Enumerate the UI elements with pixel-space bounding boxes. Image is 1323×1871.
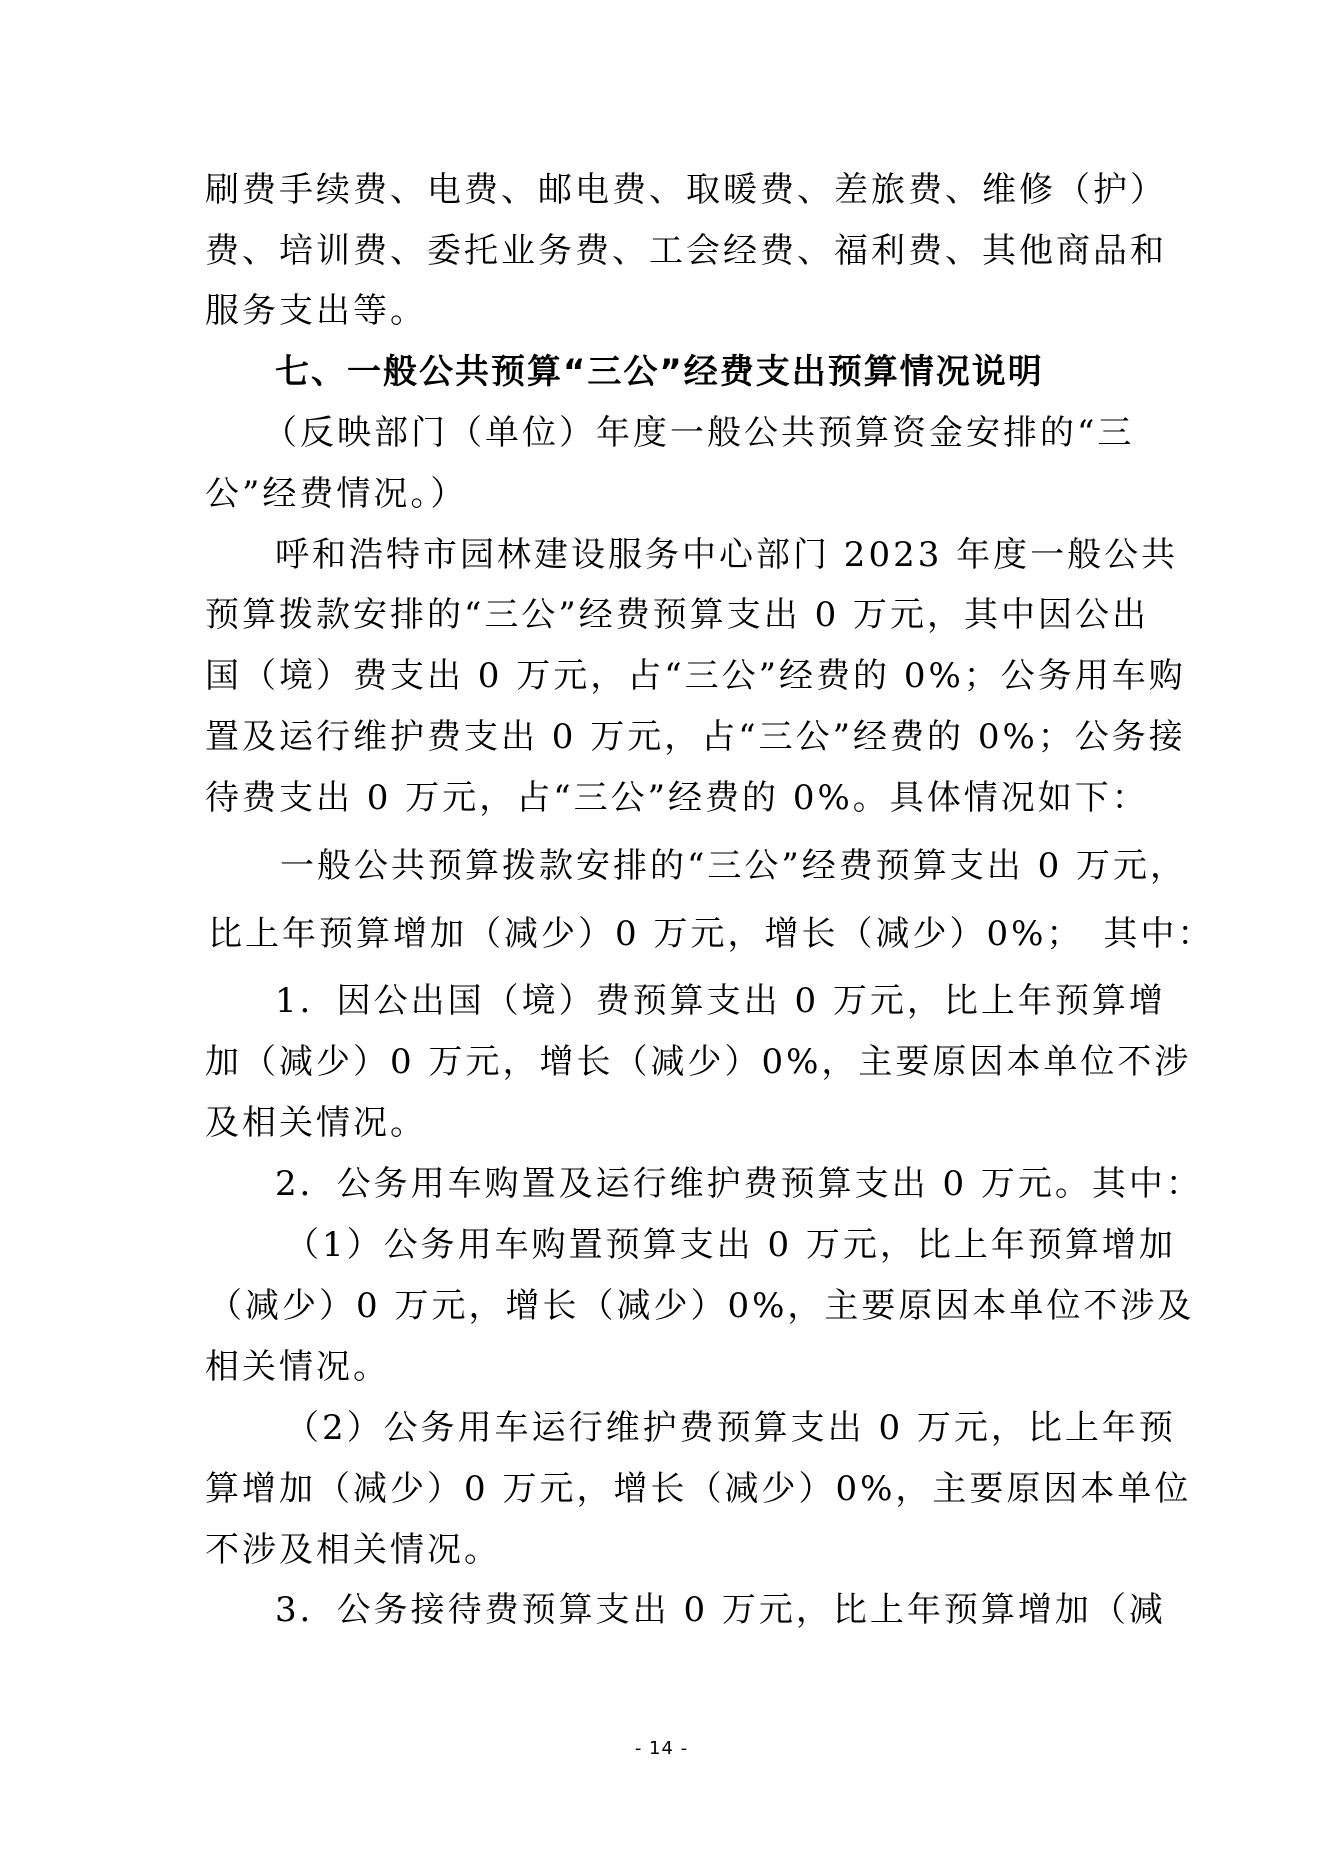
text-line-15: 加（减少）0 万元，增长（减少）0%，主要原因本单位不涉 — [205, 1042, 1192, 1082]
text-line-10: 置及运行维护费支出 0 万元，占“三公”经费的 0%；公务接 — [205, 717, 1186, 757]
text-line-8: 预算拨款安排的“三公”经费预算支出 0 万元，其中因公出 — [205, 595, 1150, 635]
text-line-18: （1）公务用车购置预算支出 0 万元，比上年预算增加 — [285, 1225, 1176, 1265]
text-line-7: 呼和浩特市园林建设服务中心部门 2023 年度一般公共 — [275, 535, 1179, 575]
text-line-24: 3．公务接待费预算支出 0 万元，比上年预算增加（减 — [275, 1590, 1166, 1630]
text-line-1: 刷费手续费、电费、邮电费、取暖费、差旅费、维修（护） — [205, 170, 1167, 210]
text-line-14: 1．因公出国（境）费预算支出 0 万元，比上年预算增 — [275, 981, 1166, 1021]
text-line-5: （反映部门（单位）年度一般公共预算资金安排的“三 — [263, 413, 1135, 453]
text-line-11: 待费支出 0 万元，占“三公”经费的 0%。具体情况如下： — [205, 778, 1149, 818]
section-heading: 七、一般公共预算“三公”经费支出预算情况说明 — [275, 352, 1044, 392]
text-line-22: 算增加（减少）0 万元，增长（减少）0%，主要原因本单位 — [205, 1469, 1192, 1509]
text-line-3: 服务支出等。 — [205, 291, 427, 331]
text-line-12: 一般公共预算拨款安排的“三公”经费预算支出 0 万元， — [280, 846, 1188, 886]
page-number: - 14 - — [634, 1738, 689, 1759]
text-line-20: 相关情况。 — [205, 1347, 390, 1387]
text-line-19: （减少）0 万元，增长（减少）0%，主要原因本单位不涉及 — [208, 1286, 1195, 1326]
text-line-23: 不涉及相关情况。 — [205, 1530, 501, 1570]
text-line-16: 及相关情况。 — [205, 1103, 427, 1143]
text-line-6: 公”经费情况。） — [205, 474, 468, 514]
text-line-13: 比上年预算增加（减少）0 万元，增长（减少）0%； 其中： — [208, 914, 1215, 954]
text-line-9: 国（境）费支出 0 万元，占“三公”经费的 0%；公务用车购 — [205, 656, 1186, 696]
text-line-2: 费、培训费、委托业务费、工会经费、福利费、其他商品和 — [205, 231, 1167, 271]
text-line-21: （2）公务用车运行维护费预算支出 0 万元，比上年预 — [285, 1408, 1176, 1448]
text-line-17: 2．公务用车购置及运行维护费预算支出 0 万元。其中： — [275, 1164, 1203, 1204]
